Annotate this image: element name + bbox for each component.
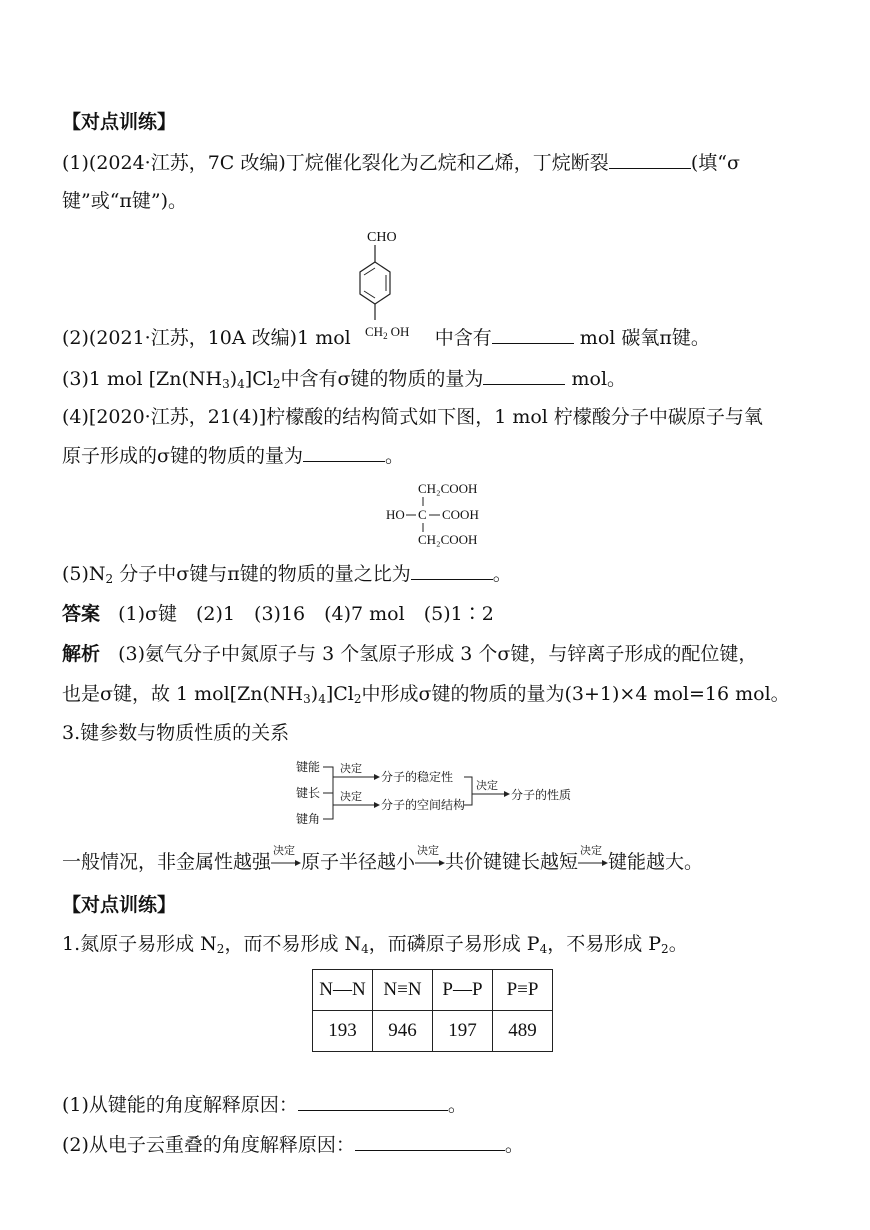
bond-parameter-flow-diagram xyxy=(296,757,586,827)
table-cell: 193 xyxy=(313,1011,373,1052)
answer-text: (1)σ键 (2)1 (3)16 (4)7 mol (5)1∶2 xyxy=(118,603,494,625)
answer-label: 答案 xyxy=(62,603,101,625)
q4-1-text-b: ，而不易形成 N xyxy=(224,933,362,955)
table-cell: 946 xyxy=(373,1011,433,1052)
flow-decide-1: 决定 xyxy=(340,763,362,775)
question-1-line-1 xyxy=(62,150,740,175)
ch2-label: CH xyxy=(365,324,384,339)
section-3-title: 3.键参数与物质性质的关系 xyxy=(62,722,290,744)
citric-top: CH₂COOH xyxy=(418,481,478,496)
question-4-1-line xyxy=(62,932,688,956)
question-3-text-d: 中含有σ键的物质的量为 xyxy=(280,368,484,390)
explanation-label: 解析 xyxy=(62,643,101,665)
q4-1-text-c: ，而磷原子易形成 P xyxy=(368,933,540,955)
practice-heading-2: 【对点训练】 xyxy=(62,894,177,916)
question-1-hint: (填“σ xyxy=(690,152,740,174)
ch2-subscript: 2 xyxy=(383,331,388,341)
table-header-cell: P≡P xyxy=(493,970,553,1011)
cho-label: CHO xyxy=(367,230,397,245)
explanation-line-2 xyxy=(62,682,790,706)
question-2-line xyxy=(62,325,710,350)
subscript: 4 xyxy=(237,377,245,391)
part-1-end: 。 xyxy=(447,1094,467,1116)
explanation-text-c: ) xyxy=(310,683,319,705)
part-2-end: 。 xyxy=(504,1134,524,1156)
subscript: 2 xyxy=(216,942,225,956)
subscript: 2 xyxy=(272,377,281,391)
chain-step-2: 原子半径越小 xyxy=(301,851,416,873)
part-1-line xyxy=(62,1092,467,1117)
question-1-line-2: 键”或“π键”)。 xyxy=(62,190,188,212)
decide-arrow-label: 决定 xyxy=(273,844,296,857)
flow-spatial: 分子的空间结构 xyxy=(381,798,466,812)
subscript: 4 xyxy=(539,942,548,956)
answer-blank-2[interactable] xyxy=(492,325,574,344)
table-header-cell: N≡N xyxy=(373,970,433,1011)
subscript: 4 xyxy=(361,942,369,956)
explanation-text-e: 中形成σ键的物质的量为(3+1)×4 mol=16 mol。 xyxy=(361,683,790,705)
chain-step-3: 共价键键长越短 xyxy=(445,851,579,873)
question-4-line-1: (4)[2020·江苏，21(4)]柠檬酸的结构简式如下图，1 mol 柠檬酸分子中碳原子与氧 xyxy=(62,406,763,428)
decide-arrow-label: 决定 xyxy=(417,844,440,857)
question-1-text: (1)(2024·江苏，7C 改编)丁烷催化裂化为乙烷和乙烯，丁烷断裂 xyxy=(62,152,609,174)
part-2-line xyxy=(62,1132,524,1157)
part-1-text: (1)从键能的角度解释原因： xyxy=(62,1094,298,1116)
table-header-cell: P—P xyxy=(433,970,493,1011)
subscript: 4 xyxy=(318,692,326,706)
flow-property: 分子的性质 xyxy=(511,788,572,802)
explanation-text-b: 也是σ键，故 1 mol[Zn(NH xyxy=(62,683,304,705)
oh-label: OH xyxy=(390,324,410,339)
answer-blank-6[interactable] xyxy=(298,1092,448,1111)
question-4-end: 。 xyxy=(384,445,404,467)
decide-arrow xyxy=(578,844,608,874)
answer-line xyxy=(62,602,494,626)
decide-arrow xyxy=(415,844,445,874)
question-5-line xyxy=(62,561,512,586)
citric-ho: HO xyxy=(386,507,405,522)
answer-blank-7[interactable] xyxy=(355,1132,505,1151)
table-row xyxy=(313,1011,553,1052)
decide-arrow-label: 决定 xyxy=(580,844,603,857)
chain-step-1: 一般情况，非金属性越强 xyxy=(62,851,272,873)
flow-decide-2: 决定 xyxy=(340,791,362,803)
q4-1-text-d: ，不易形成 P xyxy=(547,933,662,955)
subscript: 2 xyxy=(661,942,669,956)
q4-1-text-e: 。 xyxy=(668,933,688,955)
answer-blank-4[interactable] xyxy=(303,443,385,462)
table-header-row xyxy=(313,970,553,1011)
question-4-line-2 xyxy=(62,443,404,468)
chain-step-4: 键能越大。 xyxy=(608,851,704,873)
practice-heading-1: 【对点训练】 xyxy=(62,111,177,133)
flow-param-length: 键长 xyxy=(296,786,321,800)
subscript: 3 xyxy=(222,377,230,391)
flow-param-angle: 键角 xyxy=(296,812,321,826)
flow-decide-3: 决定 xyxy=(476,780,498,792)
question-3-text: (3)1 mol [Zn(NH xyxy=(62,368,223,390)
flow-param-energy: 键能 xyxy=(296,760,321,774)
bond-energy-table xyxy=(312,969,553,1052)
question-2-text: (2)(2021·江苏，10A 改编)1 mol xyxy=(62,327,351,349)
answer-blank-3[interactable] xyxy=(483,366,565,385)
table-cell: 489 xyxy=(493,1011,553,1052)
question-4-text: 原子形成的σ键的物质的量为 xyxy=(62,445,303,467)
decide-arrow xyxy=(271,844,301,874)
question-3-line xyxy=(62,366,626,391)
question-2-unit: mol 碳氧π键。 xyxy=(579,327,710,349)
question-5-end: 。 xyxy=(492,563,512,585)
question-5-text-b: 分子中σ键与π键的物质的量之比为 xyxy=(119,563,411,585)
subscript: 2 xyxy=(353,692,362,706)
answer-blank-5[interactable] xyxy=(411,561,493,580)
decision-chain-line xyxy=(62,844,704,874)
citric-center-c: C xyxy=(418,507,427,522)
question-3-text-b: ) xyxy=(229,368,238,390)
q4-1-text: 1.氮原子易形成 N xyxy=(62,933,217,955)
explanation-text: (3)氨气分子中氮原子与 3 个氢原子形成 3 个σ键，与锌离子形成的配位键， xyxy=(118,643,758,665)
part-2-text: (2)从电子云重叠的角度解释原因： xyxy=(62,1134,355,1156)
flow-stability: 分子的稳定性 xyxy=(381,770,454,784)
question-3-text-c: ]Cl xyxy=(244,368,273,390)
question-3-unit: mol。 xyxy=(571,368,627,390)
answer-blank-1[interactable] xyxy=(609,150,691,169)
subscript: 2 xyxy=(105,572,114,586)
subscript: 3 xyxy=(303,692,311,706)
explanation-line-1 xyxy=(62,642,757,666)
table-header-cell: N—N xyxy=(313,970,373,1011)
citric-acid-structure xyxy=(384,478,494,550)
question-2-contains: 中含有 xyxy=(434,327,492,349)
explanation-text-d: ]Cl xyxy=(325,683,354,705)
citric-bottom: CH₂COOH xyxy=(418,532,478,547)
table-cell: 197 xyxy=(433,1011,493,1052)
citric-cooh: COOH xyxy=(442,507,479,522)
question-5-text: (5)N xyxy=(62,563,106,585)
